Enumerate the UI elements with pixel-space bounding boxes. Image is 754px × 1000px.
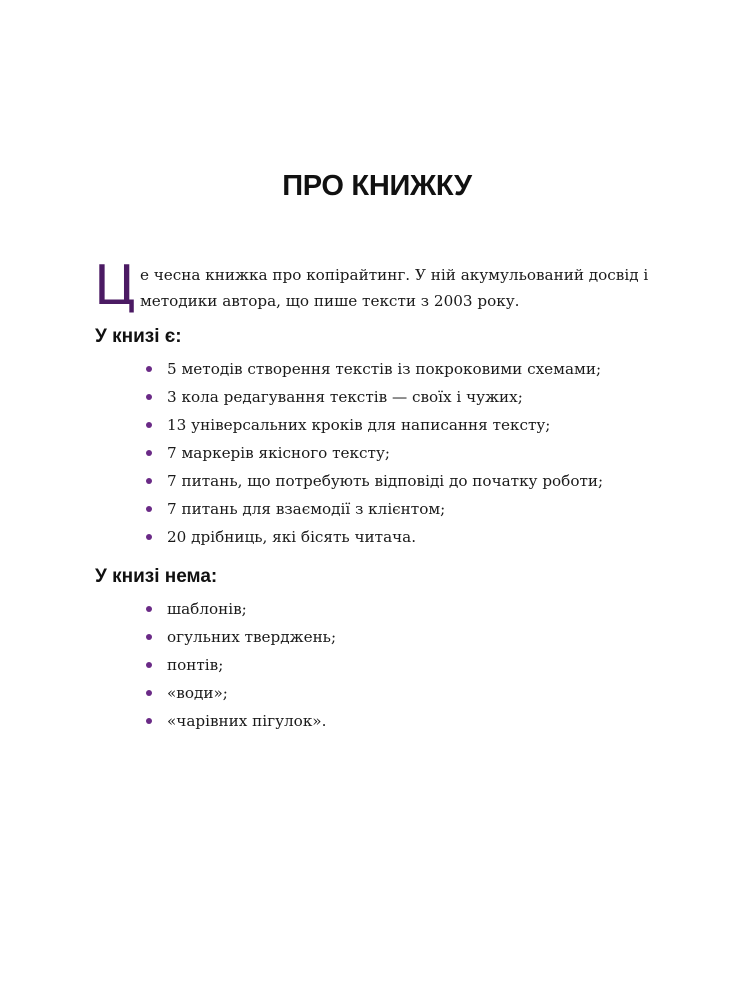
list-item (146, 384, 603, 412)
list-item (146, 624, 336, 652)
list-item-text: шаблонів; (167, 600, 247, 618)
bullet-icon (146, 534, 152, 540)
list-item-text: 20 дрібниць, які бісять читача. (167, 528, 417, 546)
list-item-text: 7 питань, що потребують відповіді до початку роботи; (167, 472, 604, 490)
bullet-icon (146, 478, 152, 484)
bullet-icon (146, 690, 152, 696)
included-list (146, 356, 603, 552)
list-item-text: 7 питань для взаємодії з клієнтом; (167, 500, 446, 518)
list-item-text: понтів; (167, 656, 224, 674)
list-item-text: 3 кола редагування текстів — своїх і чужих; (167, 388, 523, 406)
list-item (146, 412, 603, 440)
bullet-icon (146, 606, 152, 612)
list-item (146, 652, 336, 680)
list-item (146, 356, 603, 384)
drop-cap: Ц (94, 254, 136, 317)
excluded-list (146, 596, 336, 736)
list-item-text: 7 маркерів якісного тексту; (167, 444, 390, 462)
bullet-icon (146, 506, 152, 512)
list-item (146, 708, 336, 736)
list-item (146, 496, 603, 524)
list-item-text: огульних тверджень; (167, 628, 337, 646)
section-heading-included: У книзі є: (95, 326, 182, 347)
bullet-icon (146, 394, 152, 400)
page-title: ПРО КНИЖКУ (282, 170, 472, 202)
intro-paragraph (94, 254, 694, 317)
bullet-icon (146, 718, 152, 724)
list-item (146, 680, 336, 708)
bullet-icon (146, 662, 152, 668)
bullet-icon (146, 450, 152, 456)
list-item (146, 440, 603, 468)
section-heading-excluded: У книзі нема: (95, 566, 218, 587)
bullet-icon (146, 634, 152, 640)
bullet-icon (146, 422, 152, 428)
bullet-icon (146, 366, 152, 372)
list-item-text: 13 універсальних кроків для написання тексту; (167, 416, 551, 434)
list-item-text: «чарівних пігулок». (167, 712, 327, 730)
list-item-text: «води»; (167, 684, 228, 702)
intro-text: е чесна книжка про копірайтинг. У ній акумульований досвід і методики автора, що пише тексти з 2003 року. (139, 266, 649, 310)
list-item (146, 596, 336, 624)
list-item (146, 524, 603, 552)
list-item (146, 468, 603, 496)
list-item-text: 5 методів створення текстів із покроковими схемами; (167, 360, 602, 378)
